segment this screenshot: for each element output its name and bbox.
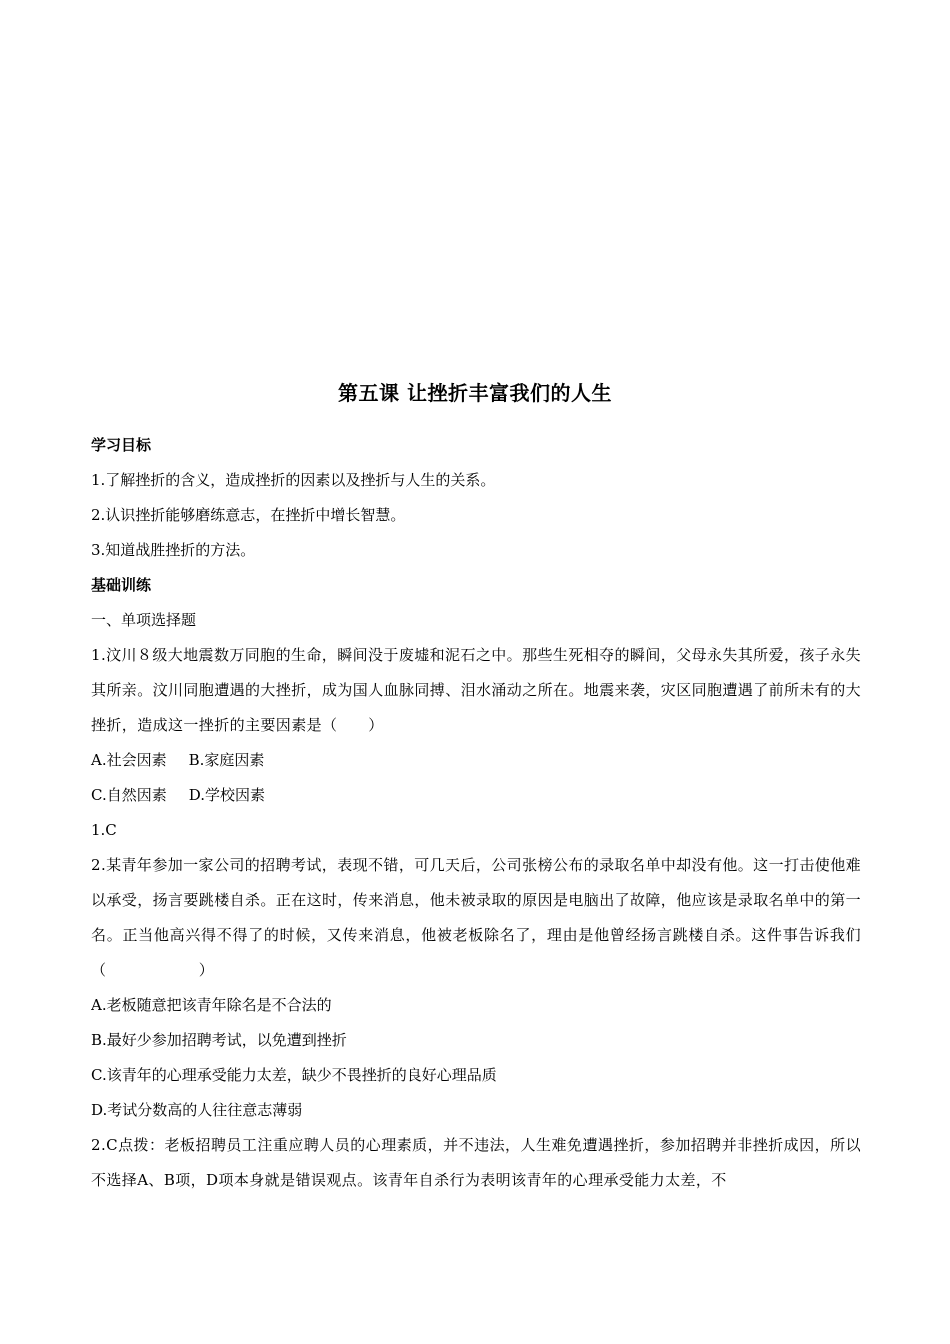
section-heading: 一、单项选择题 <box>91 611 197 629</box>
question-2-option-b: B.最好少参加招聘考试，以免遭到挫折 <box>91 1031 347 1049</box>
question-1-options-row-1 <box>91 743 861 778</box>
question-1-option-c: C.自然因素 <box>91 786 167 804</box>
objective-item-3: 3.知道战胜挫折的方法。 <box>91 541 256 559</box>
question-2-option-a: A.老板随意把该青年除名是不合法的 <box>91 996 332 1014</box>
question-2-answer: 2.C点拨：老板招聘员工注重应聘人员的心理素质，并不违法，人生难免遭遇挫折，参加招聘并非挫折成因，所以不选择A、B项，D项本身就是错误观点。该青年自杀行为表明该青年的心理承受能力太差，不 <box>91 1136 861 1189</box>
question-2-stem: 2.某青年参加一家公司的招聘考试，表现不错，可几天后，公司张榜公布的录取名单中却没有他。这一打击使他难以承受，扬言要跳楼自杀。正在这时，传来消息，他未被录取的原因是电脑出了故障，他应该是录取名单中的第一名。正当他高兴得不得了的时候，又传来消息，他被老板除名了，理由是他曾经扬言跳楼自杀。这件事告诉我们（ ） <box>91 856 862 979</box>
question-2-option-c: C.该青年的心理承受能力太差，缺少不畏挫折的良好心理品质 <box>91 1066 497 1084</box>
question-2-option-d: D.考试分数高的人往往意志薄弱 <box>91 1101 303 1119</box>
question-1-option-b: B.家庭因素 <box>188 751 265 769</box>
objective-item-1: 1.了解挫折的含义，造成挫折的因素以及挫折与人生的关系。 <box>91 471 496 489</box>
question-1-option-d: D.学校因素 <box>188 786 265 804</box>
question-1-options-row-2 <box>91 778 861 813</box>
training-heading: 基础训练 <box>91 576 152 594</box>
question-1-stem: 1.汶川８级大地震数万同胞的生命，瞬间没于废墟和泥石之中。那些生死相夺的瞬间，父母永失其所爱，孩子永失其所亲。汶川同胞遭遇的大挫折，成为国人血脉同搏、泪水涌动之所在。地震来袭，灾区同胞遭遇了前所未有的大挫折，造成这一挫折的主要因素是（ ） <box>91 646 862 734</box>
lesson-title: 第五课 让挫折丰富我们的人生 <box>338 381 612 405</box>
objective-item-2: 2.认识挫折能够磨练意志，在挫折中增长智慧。 <box>91 506 406 524</box>
question-1-answer: 1.C <box>91 821 117 839</box>
document-body <box>91 428 861 1198</box>
objectives-heading: 学习目标 <box>91 436 152 454</box>
question-1-option-a: A.社会因素 <box>91 751 167 769</box>
